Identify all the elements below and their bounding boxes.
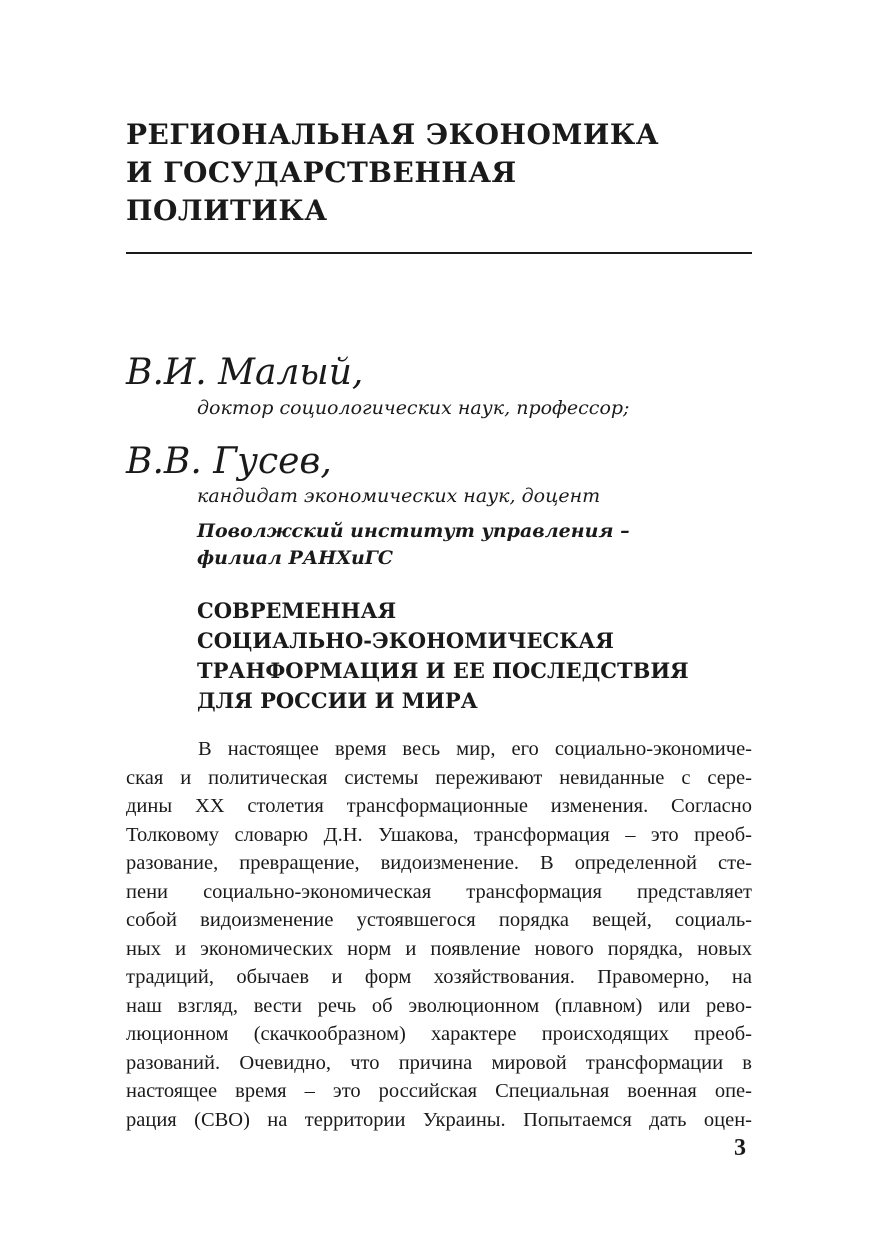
body-line: настоящее время – это российская Специальная военная опе- (126, 1080, 752, 1102)
body-line: наш взгляд, вести речь об эволюционном (плавном) или рево- (126, 994, 752, 1017)
body-line: разований. Очевидно, что причина мировой трансформации в (126, 1051, 752, 1074)
author-name: В.В. Гусев, (126, 441, 332, 482)
institution-line: филиал РАНХиГС (197, 547, 394, 569)
page-number: 3 (734, 1135, 746, 1161)
institution (197, 518, 630, 572)
section-title-line: ПОЛИТИКА (126, 194, 328, 227)
article-title (197, 596, 689, 716)
body-line: ных и экономических норм и появление нового порядка, новых (126, 937, 752, 960)
section-title (126, 116, 756, 230)
body-line: люционном (скачкообразном) характере происходящих преоб- (126, 1023, 752, 1045)
body-line: собой видоизменение устоявшегося порядка вещей, социаль- (126, 909, 752, 931)
institution-line: Поволжский институт управления – (197, 520, 630, 542)
body-line: ская и политическая системы переживают невиданные с сере- (126, 766, 752, 789)
body-paragraph (126, 735, 752, 1134)
body-line: разование, превращение, видоизменение. В определенной сте- (126, 852, 752, 874)
article-title-line: ДЛЯ РОССИИ И МИРА (197, 688, 478, 713)
body-line: В настоящее время весь мир, его социально-экономиче- (198, 738, 752, 760)
section-title-line: И ГОСУДАРСТВЕННАЯ (126, 156, 517, 189)
author-affiliation: доктор социологических наук, профессор; (197, 397, 630, 419)
body-line: пени социально-экономическая трансформация представляет (126, 880, 752, 903)
article-title-line: СОЦИАЛЬНО-ЭКОНОМИЧЕСКАЯ (197, 628, 614, 653)
body-line: дины XX столетия трансформационные изменения. Согласно (126, 795, 752, 817)
author-affiliation: кандидат экономических наук, доцент (197, 485, 601, 507)
body-line: традиций, обычаев и форм хозяйствования. Правомерно, на (126, 966, 752, 988)
article-title-line: ТРАНФОРМАЦИЯ И ЕЕ ПОСЛЕДСТВИЯ (197, 658, 689, 683)
body-line: Толковому словарю Д.Н. Ушакова, трансформация – это преоб- (126, 823, 752, 846)
section-divider (126, 252, 752, 254)
article-title-line: СОВРЕМЕННАЯ (197, 598, 397, 623)
body-line: рация (СВО) на территории Украины. Попытаемся дать оцен- (126, 1108, 752, 1131)
author-name: В.И. Малый, (126, 352, 364, 393)
section-title-line: РЕГИОНАЛЬНАЯ ЭКОНОМИКА (126, 118, 660, 151)
